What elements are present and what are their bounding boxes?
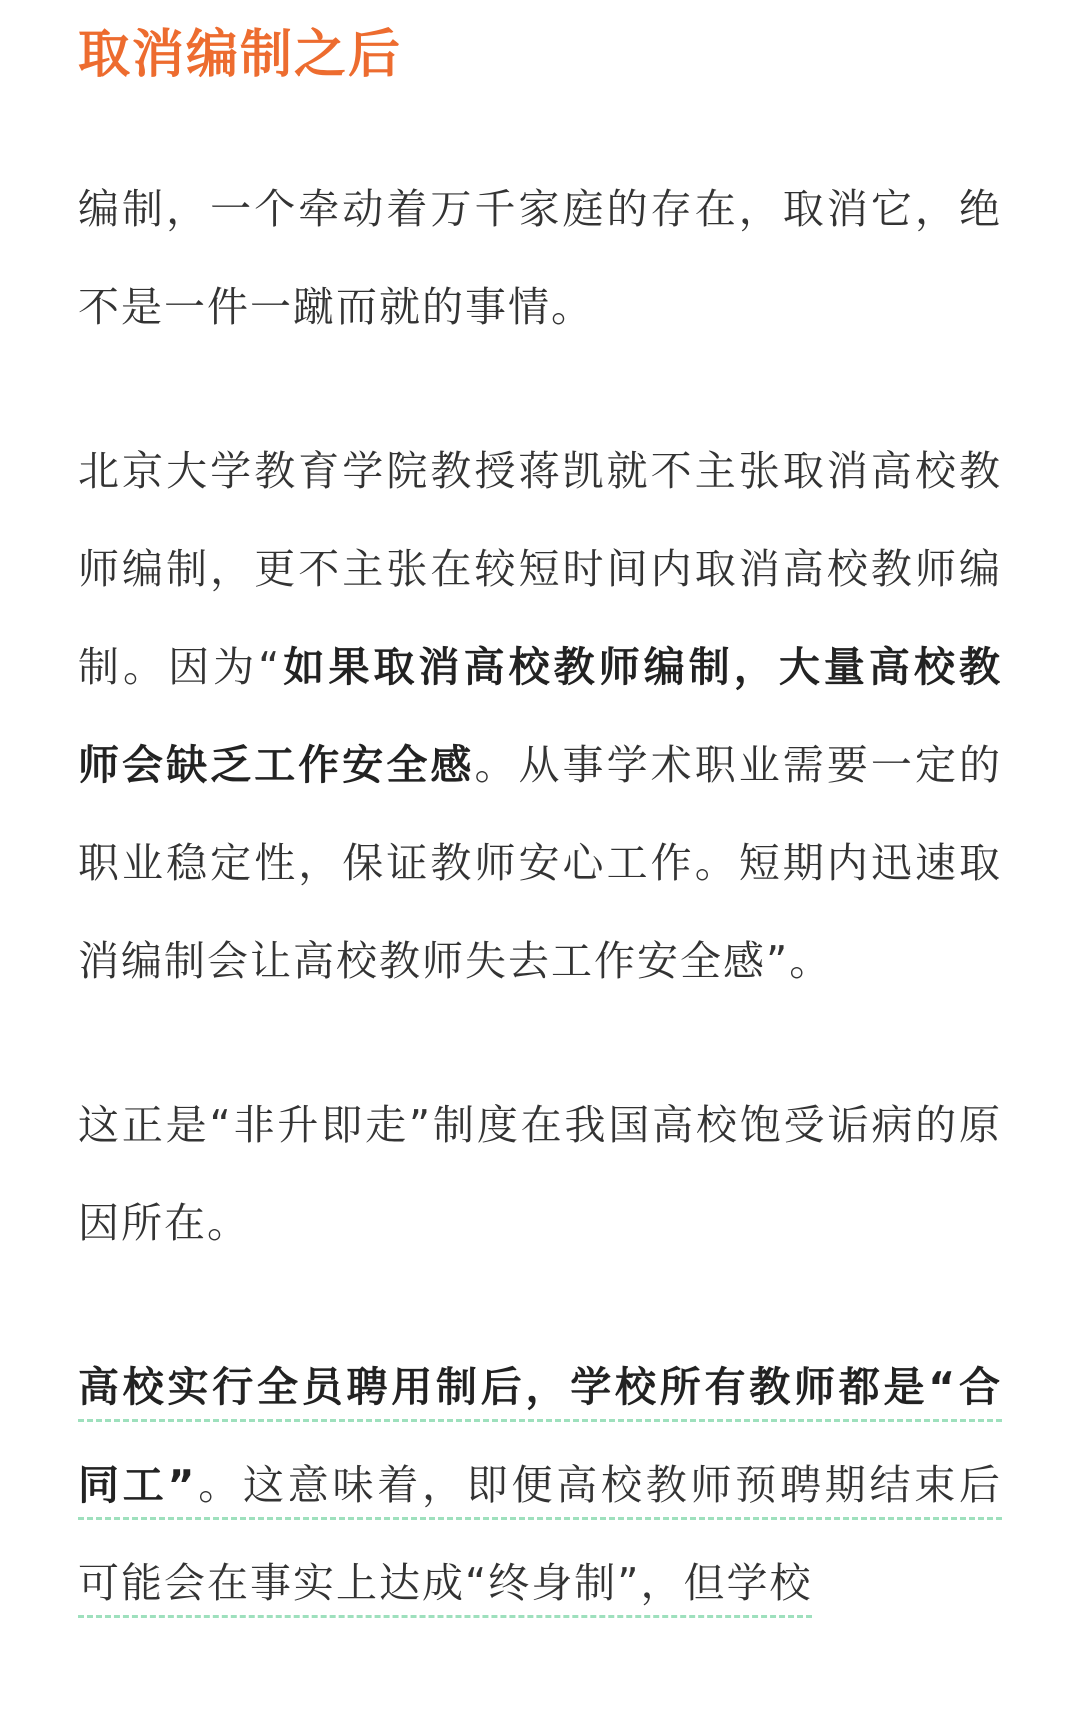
article-body bbox=[78, 0, 1002, 1632]
paragraph-4-bold-text: 高校实行全员聘用制后，学校所有教师都是“合同工” bbox=[78, 1363, 1002, 1509]
paragraph-2 bbox=[78, 422, 1002, 1010]
paragraph-2-text-end: 。从事学术职业需要一定的职业稳定性，保证教师安心工作。短期内迅速取消编制会让高校教师失去工作安全感”。 bbox=[78, 741, 1003, 985]
paragraph-2-text-start: 北京大学教育学院教授蒋凯就不主张取消高校教师编制，更不主张在较短时间内取消高校教师编制。因为“ bbox=[78, 447, 1002, 691]
paragraph-3: 这正是“非升即走”制度在我国高校饱受诟病的原因所在。 bbox=[78, 1101, 1002, 1247]
paragraph-4 bbox=[78, 1338, 1002, 1632]
paragraph-4-text: 。这意味着，即便高校教师预聘期结束后可能会在事实上达成“终身制”，但学校 bbox=[78, 1461, 1002, 1607]
section-heading: 取消编制之后 bbox=[78, 25, 403, 85]
paragraph-2-bold-quote: 如果取消高校教师编制，大量高校教师会缺乏工作安全感 bbox=[78, 643, 1002, 789]
paragraph-1: 编制，一个牵动着万千家庭的存在，取消它，绝不是一件一蹴而就的事情。 bbox=[78, 185, 1002, 331]
